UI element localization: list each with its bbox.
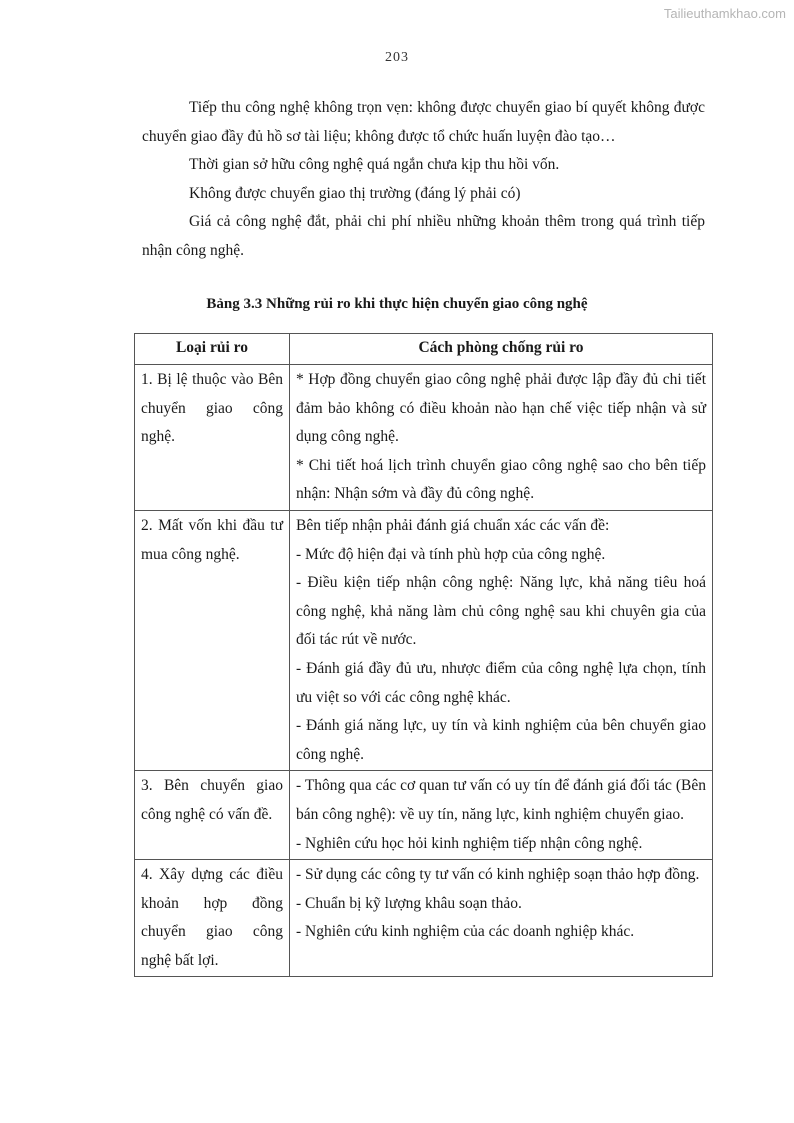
measure-item: Bên tiếp nhận phải đánh giá chuẩn xác các vấn đề: <box>296 516 610 534</box>
measure-item: - Điều kiện tiếp nhận công nghệ: Năng lực, khả năng tiêu hoá công nghệ, khả năng làm chủ công nghệ sau khi chuyên gia của đối tác rút về nước. <box>296 574 706 649</box>
prevention-cell <box>290 860 713 977</box>
header-risk-type: Loại rủi ro <box>135 334 290 365</box>
header-prevention: Cách phòng chống rủi ro <box>290 334 713 365</box>
measure-item: * Hợp đồng chuyển giao công nghệ phải được lập đầy đủ chi tiết đảm bảo không có điều khoản nào hạn chế việc tiếp nhận và sử dụng công nghệ. <box>296 371 706 446</box>
measure-item: - Đánh giá năng lực, uy tín và kinh nghiệm của bên chuyển giao công nghệ. <box>296 717 706 763</box>
prevention-cell <box>290 365 713 511</box>
table-caption: Bảng 3.3 Những rủi ro khi thực hiện chuyển giao công nghệ <box>206 296 588 312</box>
watermark: Tailieuthamkhao.com <box>663 6 786 21</box>
measure-item: - Đánh giá đầy đủ ưu, nhược điểm của công nghệ lựa chọn, tính ưu việt so với các công nghệ khác. <box>296 659 706 706</box>
table-row <box>135 771 713 860</box>
paragraph: Thời gian sở hữu công nghệ quá ngắn chưa kịp thu hồi vốn. <box>189 156 560 174</box>
risk-type-cell: 2. Mất vốn khi đầu tư mua công nghệ. <box>135 510 290 770</box>
risk-type-cell: 3. Bên chuyển giao công nghệ có vấn đề. <box>135 771 290 860</box>
prevention-cell <box>290 771 713 860</box>
page-number: 203 <box>385 50 409 65</box>
measure-item: - Nghiên cứu học hỏi kinh nghiệm tiếp nhận công nghệ. <box>296 834 643 852</box>
risk-type-cell: 4. Xây dựng các điều khoản hợp đồng chuyển giao công nghệ bất lợi. <box>135 860 290 977</box>
table-row <box>135 860 713 977</box>
prevention-cell <box>290 510 713 770</box>
measure-item: - Nghiên cứu kinh nghiệm của các doanh nghiệp khác. <box>296 923 635 941</box>
measure-item: - Sử dụng các công ty tư vấn có kinh nghiệp soạn thảo hợp đồng. <box>296 866 700 884</box>
measure-item: - Thông qua các cơ quan tư vấn có uy tín để đánh giá đối tác (Bên bán công nghệ): về uy tín, năng lực, kinh nghiệm chuyển giao. <box>296 777 706 823</box>
measure-item: - Chuẩn bị kỹ lượng khâu soạn thảo. <box>296 894 522 912</box>
risk-table <box>134 333 713 977</box>
paragraph: Tiếp thu công nghệ không trọn vẹn: không được chuyển giao bí quyết không được chuyển giao đầy đủ hồ sơ tài liệu; không được tổ chức huấn luyện đào tạo… <box>142 99 705 145</box>
risk-type-cell: 1. Bị lệ thuộc vào Bên chuyển giao công nghệ. <box>135 365 290 511</box>
table-row <box>135 510 713 770</box>
paragraph: Không được chuyển giao thị trường (đáng lý phải có) <box>189 184 521 202</box>
table-row <box>135 365 713 511</box>
measure-item: * Chi tiết hoá lịch trình chuyển giao công nghệ sao cho bên tiếp nhận: Nhận sớm và đầy đủ công nghệ. <box>296 456 706 503</box>
table-header-row <box>135 334 713 365</box>
measure-item: - Mức độ hiện đại và tính phù hợp của công nghệ. <box>296 545 606 563</box>
body-text <box>142 94 705 266</box>
paragraph: Giá cả công nghệ đắt, phải chi phí nhiều những khoản thêm trong quá trình tiếp nhận công nghệ. <box>142 213 705 259</box>
